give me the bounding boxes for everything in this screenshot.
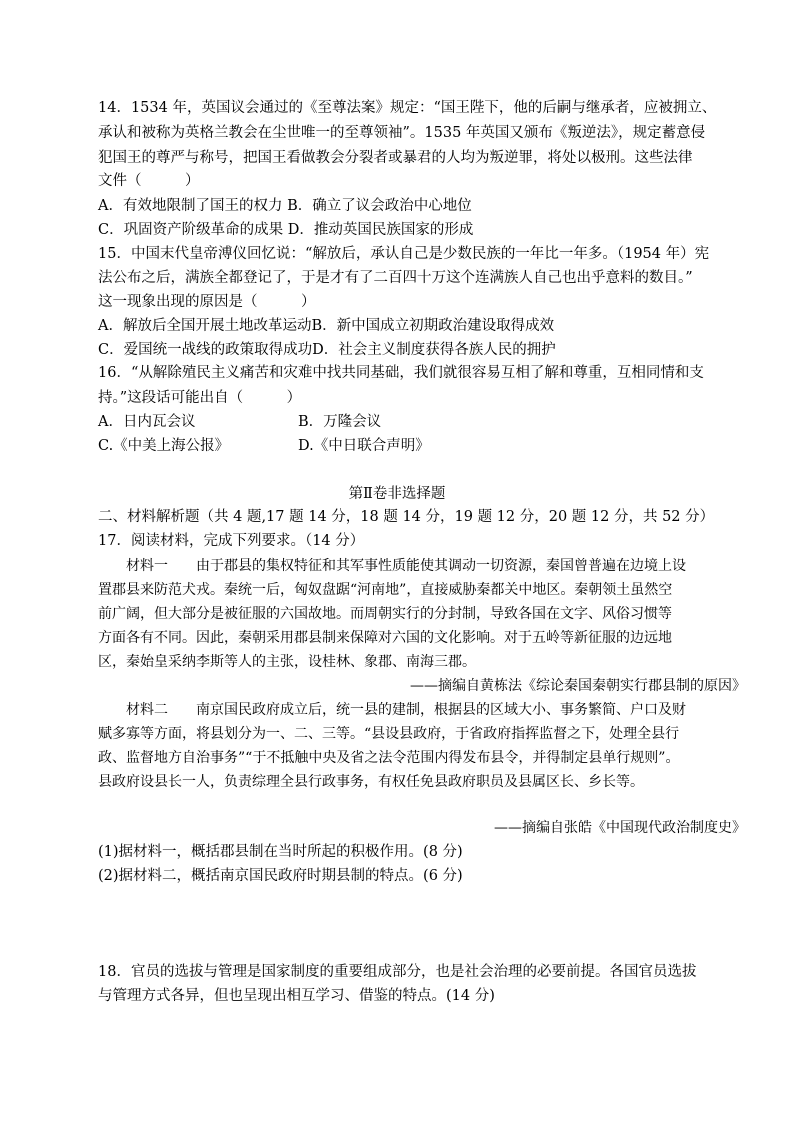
q14-line-3: 犯国王的尊严与称号，把国王看做教会分裂者或暴君的人均为叛逆罪，将处以极刑。这些法律	[98, 150, 693, 166]
q17-sub2: (2)据材料二，概括南京国民政府时期县制的特点。(6 分)	[98, 868, 463, 884]
q14-line-2: 承认和被称为英格兰教会在尘世唯一的至尊领袖”。1535 年英国又颁布《叛逆法》，规定蓄意侵	[98, 125, 706, 141]
q16-line-2: 持。”这段话可能出自（ ）	[98, 390, 302, 406]
q14-option-ab: A．有效地限制了国王的权力 B．确立了议会政治中心地位	[98, 198, 472, 214]
q17-stem: 17．阅读材料，完成下列要求。（14 分）	[98, 533, 365, 549]
q17-source2: ——摘编自张皓《中国现代政治制度史》	[494, 820, 746, 836]
q16-option-a: A．日内瓦会议	[98, 414, 196, 430]
q18-line-1: 18．官员的选拔与管理是国家制度的重要组成部分，也是社会治理的必要前提。各国官员选拔	[98, 964, 697, 980]
q18-line-2: 与管理方式各异，但也呈现出相互学习、借鉴的特点。(14 分)	[98, 988, 495, 1004]
q17-material1-line-3: 前广阔，但大部分是被征服的六国故地。而周朝实行的分封制，导致各国在文字、风俗习惯等	[98, 606, 672, 622]
q17-material2-line-2: 赋多寡等方面，将县划分为一、二、三等。“县设县政府，于省政府指挥监督之下，处理全县行	[98, 726, 680, 742]
q17-material1-line-4: 方面各有不同。因此，秦朝采用郡县制来保障对六国的文化影响。对于五岭等新征服的边远地	[98, 630, 672, 646]
q16-option-c: C.《中美上海公报》	[98, 438, 230, 454]
q16-line-1: 16．“从解除殖民主义痛苦和灾难中找共同基础，我们就很容易互相了解和尊重，互相同情和支	[98, 365, 704, 381]
q15-line-3: 这一现象出现的原因是（ ）	[98, 294, 316, 310]
section-intro: 二、材料解析题（共 4 题,17 题 14 分，18 题 14 分，19 题 12 分，20 题 12 分，共 52 分）	[98, 509, 715, 525]
q16-option-d: D.《中日联合声明》	[298, 438, 430, 454]
q17-material1-line-5: 区，秦始皇采纳李斯等人的主张，设桂林、象郡、南海三郡。	[98, 654, 476, 670]
q17-material2-line-1: 材料二 南京国民政府成立后，统一县的建制，根据县的区域大小、事务繁简、户口及财	[98, 702, 686, 718]
q15-line-2: 法公布之后，满族全都登记了，于是才有了二百四十万这个连满族人自己也出乎意料的数目。”	[98, 270, 693, 286]
q14-line-1: 14．1534 年，英国议会通过的《至尊法案》规定：“国王陛下，他的后嗣与继承者，应被拥立、	[98, 100, 717, 116]
q17-material2-line-3: 政、监督地方自治事务”“于不抵触中央及省之法令范围内得发布县令，并得制定县单行规则”。	[98, 750, 680, 766]
q14-option-cd: C．巩固资产阶级革命的成果 D．推动英国民族国家的形成	[98, 222, 474, 238]
q15-line-1: 15．中国末代皇帝溥仪回忆说：“解放后，承认自己是少数民族的一年比一年多。（1954 年）宪	[98, 246, 710, 262]
q17-material1-line-2: 置郡县来防范犬戎。秦统一后，匈奴盘踞“河南地”，直接威胁秦都关中地区。秦朝领土虽然空	[98, 582, 673, 598]
section-title: 第Ⅱ卷非选择题	[348, 486, 446, 502]
q15-option-ab: A．解放后全国开展土地改革运动B．新中国成立初期政治建设取得成效	[98, 318, 555, 334]
q17-material2-line-4: 县政府设县长一人，负责综理全县行政事务，有权任免县政府职员及县属区长、乡长等。	[98, 774, 644, 790]
q14-line-4: 文件（ ）	[98, 173, 200, 189]
q16-option-b: B．万隆会议	[298, 414, 382, 430]
q17-material1-line-1: 材料一 由于郡县的集权特征和其军事性质能使其调动一切资源，秦国曾普遍在边境上设	[98, 558, 686, 574]
q17-source1: ——摘编自黄栋法《综论秦国秦朝实行郡县制的原因》	[410, 678, 746, 694]
q15-option-cd: C．爱国统一战线的政策取得成功D．社会主义制度获得各族人民的拥护	[98, 342, 556, 358]
q17-sub1: (1)据材料一，概括郡县制在当时所起的积极作用。(8 分)	[98, 844, 463, 860]
